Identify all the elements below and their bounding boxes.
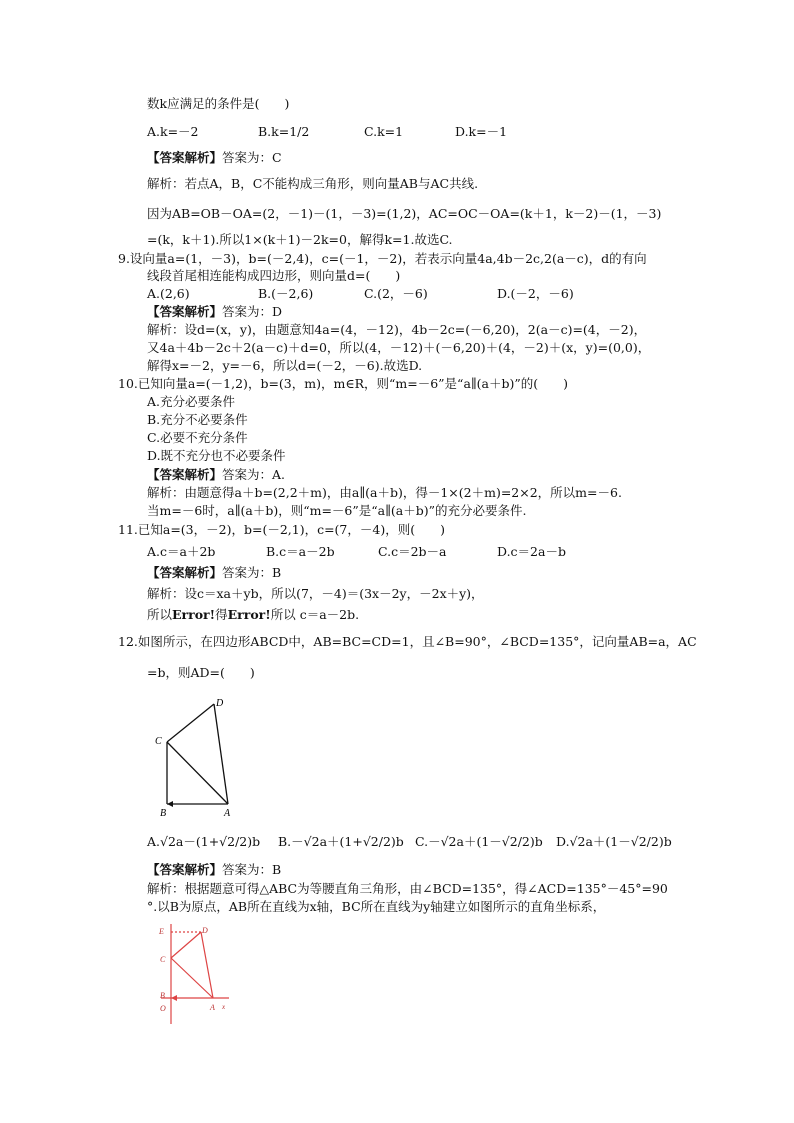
q8-option-b: B.k=1/2 xyxy=(258,124,310,139)
error-field: Error! xyxy=(172,607,216,622)
q11-option-a: A.c＝a＋2b xyxy=(147,544,216,559)
label-d: D xyxy=(202,926,208,935)
answer-tag: 【答案解析】 xyxy=(147,304,223,319)
q10-stem: 10.已知向量a=(－1,2)，b=(3，m)，m∈R，则“m=－6”是“a∥(a＋b)”的( ) xyxy=(118,376,569,391)
segment-da xyxy=(214,704,228,804)
q11-stem: 11.已知a=(3，－2)，b=(－2,1)，c=(7，－4)，则( ) xyxy=(118,522,445,537)
q12-stem-1: 12.如图所示，在四边形ABCD中，AB=BC=CD=1，且∠B=90°，∠BCD=135°，记向量AB=a，AC xyxy=(118,634,697,649)
q8-analysis-2: 因为AB=OB－OA=(2，－1)－(1，－3)=(1,2)，AC=OC－OA=(k＋1，k－2)－(1，－3) xyxy=(147,206,662,221)
q9-stem-2: 线段首尾相连能构成四边形，则向量d=( ) xyxy=(147,268,401,283)
q12-analysis-1: 解析：根据题意可得△ABC为等腰直角三角形，由∠BCD=135°，得∠ACD=135°－45°=90 xyxy=(147,881,668,896)
segment-cd xyxy=(171,932,201,958)
q12-analysis-2: °.以B为原点，AB所在直线为x轴，BC所在直线为y轴建立如图所示的直角坐标系， xyxy=(147,899,606,914)
q11-option-c: C.c＝2b－a xyxy=(378,544,447,559)
label-e: E xyxy=(159,927,164,936)
label-b: B xyxy=(160,808,167,819)
error-field: Error! xyxy=(227,607,271,622)
q8-option-a: A.k=－2 xyxy=(147,124,199,139)
q10-analysis-2: 当m=－6时，a∥(a＋b)，则“m=－6”是“a∥(a＋b)”的充分必要条件. xyxy=(147,503,527,518)
label-o: O xyxy=(160,1004,166,1013)
q9-answer xyxy=(147,304,282,320)
label-a: A xyxy=(210,1003,215,1012)
answer-text: 答案为：A. xyxy=(222,467,286,482)
label-c: C xyxy=(160,955,166,964)
q9-option-c: C.(2，－6) xyxy=(364,286,428,301)
answer-tag: 【答案解析】 xyxy=(147,862,223,877)
label-c: C xyxy=(155,736,162,747)
q10-option-d: D.既不充分也不必要条件 xyxy=(147,448,286,463)
q10-option-c: C.必要不充分条件 xyxy=(147,430,248,445)
q9-stem-1: 9.设向量a=(1，－3)，b=(－2,4)，c=(－1，－2)，若表示向量4a,4b－2c,2(a－c)，d的有向 xyxy=(118,251,647,266)
segment-ca xyxy=(167,742,228,804)
q8-analysis-3: =(k，k＋1).所以1×(k＋1)－2k=0，解得k=1.故选C. xyxy=(147,232,453,247)
q9-analysis-1: 解析：设d=(x，y)，由题意知4a=(4，－12)，4b－2c=(－6,20)，2(a－c)=(4，－2)， xyxy=(147,322,647,337)
answer-text: 答案为：C xyxy=(222,150,282,165)
q10-analysis-1: 解析：由题意得a＋b=(2,2＋m)，由a∥(a＋b)，得－1×(2＋m)=2×2，所以m=－6. xyxy=(147,485,622,500)
q10-answer xyxy=(147,467,285,483)
q11-answer xyxy=(147,565,281,581)
coordinate-figure xyxy=(155,920,235,1028)
q11-analysis-1: 解析：设c＝xa＋yb，所以(7，－4)＝(3x－2y，－2x＋y)， xyxy=(147,586,484,601)
q11-option-b: B.c＝a－2b xyxy=(266,544,335,559)
q12-answer xyxy=(147,862,281,878)
q12-option-b: B.－√2a＋(1+√2/2)b xyxy=(278,834,404,849)
q12-option-c: C.－√2a＋(1－√2/2)b xyxy=(415,834,543,849)
label-d: D xyxy=(216,698,224,709)
q10-option-a: A.充分必要条件 xyxy=(147,394,236,409)
q11-option-d: D.c＝2a－b xyxy=(497,544,566,559)
q8-option-c: C.k=1 xyxy=(364,124,404,139)
label-b: B xyxy=(160,991,165,1000)
q9-option-a: A.(2,6) xyxy=(147,286,190,301)
q12-stem-2: =b，则AD=( ) xyxy=(147,665,255,680)
q9-analysis-3: 解得x=－2，y=－6，所以d=(－2，－6).故选D. xyxy=(147,358,423,373)
answer-tag: 【答案解析】 xyxy=(147,150,223,165)
q8-option-d: D.k=－1 xyxy=(455,124,508,139)
q8-answer xyxy=(147,150,282,166)
q9-option-d: D.(－2，－6) xyxy=(497,286,574,301)
answer-text: 答案为：B xyxy=(222,565,282,580)
q8-stem: 数k应满足的条件是( ) xyxy=(147,96,290,111)
q8-analysis-1: 解析：若点A，B，C不能构成三角形，则向量AB与AC共线. xyxy=(147,176,479,191)
segment-cd xyxy=(167,704,214,742)
q9-option-b: B.(－2,6) xyxy=(258,286,314,301)
q10-option-b: B.充分不必要条件 xyxy=(147,412,248,427)
q12-option-d: D.√2a＋(1－√2/2)b xyxy=(556,834,672,849)
quadrilateral-figure xyxy=(150,692,250,820)
arrow-head xyxy=(167,801,173,807)
answer-text: 答案为：D xyxy=(222,304,283,319)
answer-tag: 【答案解析】 xyxy=(147,565,223,580)
answer-text: 答案为：B xyxy=(222,862,282,877)
q11-analysis-2: 所以Error!得Error!所以 c＝a－2b. xyxy=(147,607,360,622)
answer-tag: 【答案解析】 xyxy=(147,467,223,482)
q12-option-a: A.√2a－(1+√2/2)b xyxy=(147,834,261,849)
label-x: x xyxy=(222,1003,226,1011)
label-a: A xyxy=(224,808,231,819)
arrow-head xyxy=(171,995,177,1001)
q9-analysis-2: 又4a＋4b－2c＋2(a－c)＋d=0，所以(4，－12)＋(－6,20)＋(4，－2)＋(x，y)=(0,0)， xyxy=(147,340,651,355)
